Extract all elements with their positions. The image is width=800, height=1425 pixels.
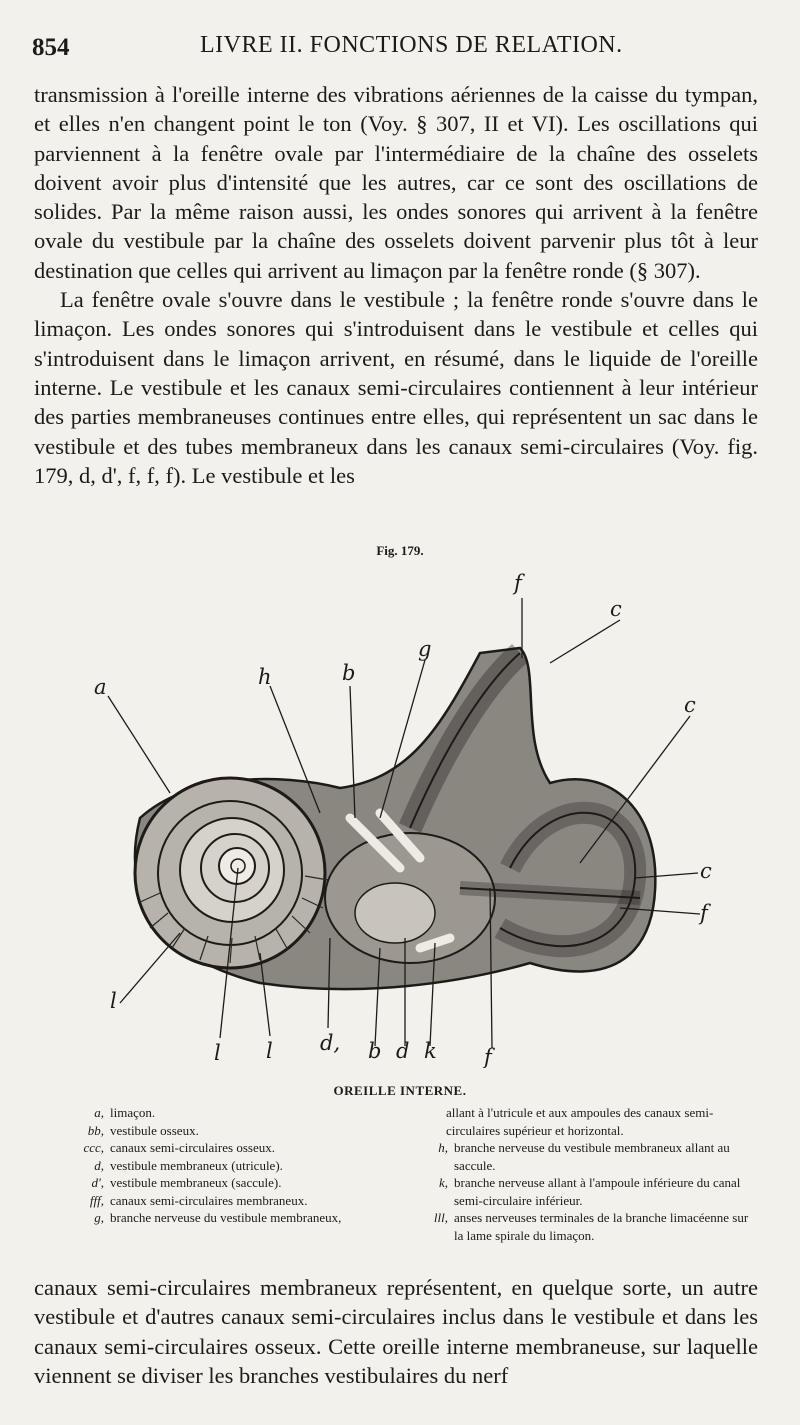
legend-item: a, limaçon.	[94, 1105, 156, 1120]
legend-item: d', vestibule membraneux (saccule).	[91, 1175, 282, 1190]
label-f-right: f	[700, 901, 708, 925]
label-d: d	[396, 1039, 410, 1063]
label-l-left: l	[110, 989, 117, 1013]
legend-item: bb, vestibule osseux.	[87, 1122, 199, 1138]
saccule	[355, 883, 435, 943]
legend-item: k, branche nerveuse allant à l'ampoule inférieure du canal semi-circulaire inférieur.	[438, 1175, 741, 1208]
page-header	[32, 28, 772, 68]
figure-legend-left	[66, 1104, 386, 1227]
label-b-bottom: b	[368, 1039, 382, 1063]
legend-item: g, branche nerveuse du vestibule membraneux,	[94, 1210, 342, 1225]
label-d-prime: d,	[320, 1031, 341, 1055]
figure-number: Fig. 179.	[376, 543, 424, 558]
label-c-lower: c	[700, 859, 712, 883]
label-a: a	[94, 675, 107, 699]
inner-ear-illustration	[80, 568, 720, 1068]
legend-item: lll, anses nerveuses terminales de la branche limacéenne sur la lame spirale du limaçon.	[433, 1210, 749, 1243]
body-text-bottom	[34, 1273, 758, 1390]
paragraph: transmission à l'oreille interne des vibrations aériennes de la caisse du tympan, et elles n'en changent point le ton (Voy. § 307, II et VI). Les oscillations qui parviennent à la fenêtre ovale par l'intermédiaire de la chaîne des osselets doivent avoir plus d'intensité que les autres, car ce sont des oscillations de solides. Par la même raison aussi, les ondes sonores qui arrivent à la fenêtre ovale du vestibule par la chaîne des osselets doivent parvenir plus tôt à leur destination que celles qui arrivent au limaçon par la fenêtre ronde (§ 307).	[34, 82, 758, 283]
label-f-top: f	[514, 571, 522, 595]
legend-item: d, vestibule membraneux (utricule).	[94, 1157, 283, 1173]
running-title: LIVRE II. FONCTIONS DE RELATION.	[200, 32, 623, 58]
legend-item: h, branche nerveuse du vestibule membraneux allant au saccule.	[438, 1140, 730, 1173]
label-l-center: l	[214, 1041, 221, 1065]
label-k: k	[424, 1039, 437, 1063]
legend-item: ccc, canaux semi-circulaires osseux.	[83, 1140, 275, 1155]
paragraph: canaux semi-circulaires membraneux représentent, en quelque sorte, un autre vestibule et d'autres canaux semi-circulaires inclus dans le vestibule et dans les canaux semi-circulaires osseux. Cette oreille interne membraneuse, sur laquelle viennent se diviser les branches vestibulaires du nerf	[34, 1275, 758, 1388]
paragraph: La fenêtre ovale s'ouvre dans le vestibule ; la fenêtre ronde s'ouvre dans le limaçon. Les ondes sonores qui s'introduisent dans le vestibule et celles qui s'introduisent dans le limaçon arrivent, en résumé, dans le liquide de l'oreille interne. Le vestibule et les canaux semi-circulaires contiennent à leur intérieur des parties membraneuses continues entre elles, qui représentent un sac dans le vestibule et des tubes membraneux dans les canaux semi-circulaires (Voy. fig. 179, d, d', f, f, f). Le vestibule et les	[34, 287, 758, 488]
label-c-top: c	[610, 597, 622, 621]
legend-continuation: allant à l'utricule et aux ampoules des canaux semi-circulaires supérieur et horizontal.	[446, 1105, 714, 1138]
body-text-top	[34, 80, 758, 490]
label-b-top: b	[342, 661, 356, 685]
label-l-right: l	[266, 1039, 273, 1063]
legend-item: fff, canaux semi-circulaires membraneux.	[89, 1192, 308, 1208]
label-g: g	[418, 637, 432, 661]
page-number: 854	[32, 34, 70, 61]
label-h: h	[258, 665, 272, 689]
label-c-right: c	[684, 693, 696, 717]
figure-legend-right	[410, 1104, 750, 1244]
label-f-bottom: f	[484, 1045, 492, 1068]
figure-title: OREILLE INTERNE.	[333, 1083, 467, 1098]
